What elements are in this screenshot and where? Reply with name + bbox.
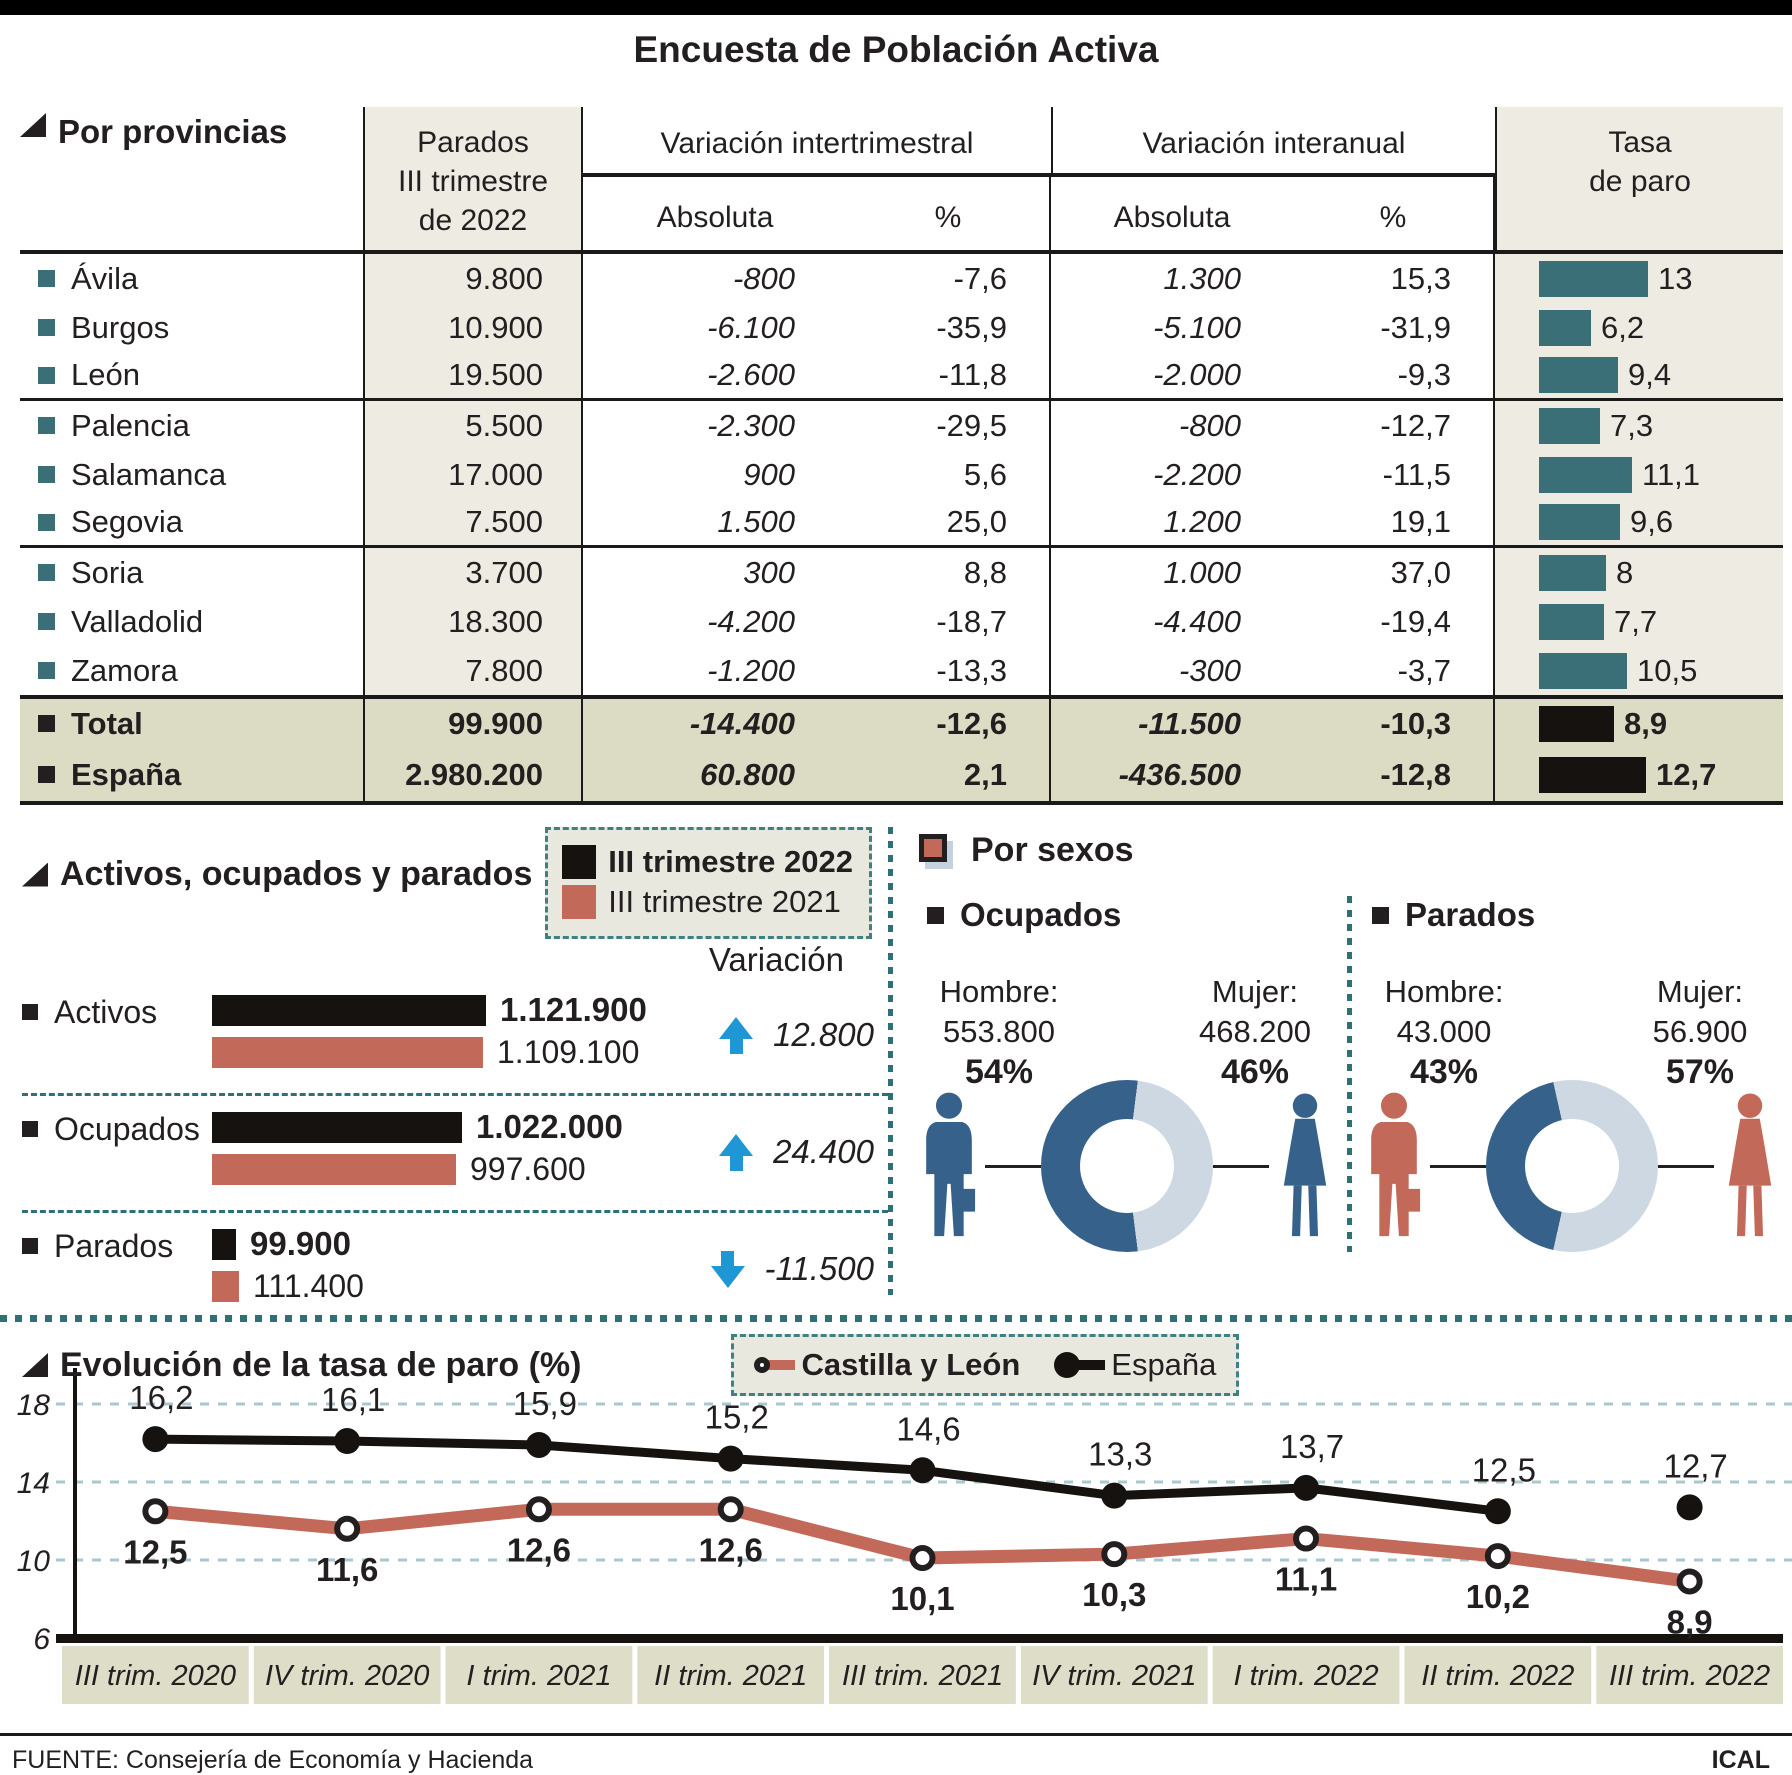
cell-variacion-interanual-pct: -12,8 xyxy=(1293,748,1495,801)
tasa-value: 9,6 xyxy=(1630,504,1674,539)
bars-group xyxy=(212,1227,672,1311)
province-name: Segovia xyxy=(71,504,184,539)
tasa-bar xyxy=(1539,555,1606,591)
table-row xyxy=(20,548,1783,597)
male-value: 43.000 xyxy=(1396,1014,1492,1049)
legend-item xyxy=(562,884,853,920)
sex-panel-title xyxy=(1358,896,1786,934)
cell-province xyxy=(20,254,363,303)
cell-parados: 10.900 xyxy=(363,303,583,352)
legend-swatch-icon xyxy=(562,885,596,919)
black-square-bullet-icon xyxy=(927,907,944,924)
svg-text:13,7: 13,7 xyxy=(1279,1427,1345,1465)
svg-text:III trim. 2021: III trim. 2021 xyxy=(841,1660,1004,1692)
tasa-value: 6,2 xyxy=(1601,309,1645,345)
table-row xyxy=(20,499,1783,548)
bar-2021 xyxy=(212,1271,239,1302)
cell-variacion-intertrimestral-absoluta: -6.100 xyxy=(707,309,795,345)
cell-variacion-intertrimestral-absoluta: -14.400 xyxy=(689,705,795,741)
cell-tasa-de-paro xyxy=(1495,499,1783,545)
trimestre-legend xyxy=(545,827,872,939)
svg-text:12,6: 12,6 xyxy=(698,1531,763,1569)
bar-2021 xyxy=(212,1154,456,1185)
cell-province xyxy=(20,699,363,748)
teal-square-bullet-icon xyxy=(38,417,55,434)
cell-parados: 7.800 xyxy=(363,646,583,695)
tasa-value: 8 xyxy=(1616,554,1634,590)
svg-text:IV trim. 2021: IV trim. 2021 xyxy=(1032,1660,1197,1692)
svg-text:13,3: 13,3 xyxy=(1088,1435,1153,1473)
cell-tasa-de-paro xyxy=(1495,303,1783,352)
man-silhouette-icon xyxy=(1358,1091,1430,1241)
open-circle-marker-icon xyxy=(754,1357,770,1373)
black-square-bullet-icon xyxy=(38,766,55,783)
column-header-parados: Parados III trimestre de 2022 xyxy=(363,107,583,250)
cell-variacion-intertrimestral-absoluta: -1.200 xyxy=(707,652,795,688)
activos-row-label xyxy=(22,995,212,1029)
footer-source: FUENTE: Consejería de Economía y Hacienda xyxy=(12,1746,534,1774)
bar-row xyxy=(212,993,672,1027)
tasa-bar xyxy=(1539,653,1627,689)
cell-variacion-intertrimestral-absoluta: 900 xyxy=(743,456,795,492)
black-square-bullet-icon xyxy=(22,1004,38,1020)
variation-cell xyxy=(672,1227,888,1311)
cell-variacion-interanual-pct: -19,4 xyxy=(1293,597,1495,646)
cell-variacion-interanual-absoluta: -2.000 xyxy=(1153,357,1241,392)
cell-province xyxy=(20,646,363,695)
variation-cell xyxy=(672,993,888,1077)
province-name: Valladolid xyxy=(71,603,204,639)
svg-text:12,5: 12,5 xyxy=(123,1533,188,1571)
bar-row xyxy=(212,1269,672,1303)
cell-variacion-intertrimestral-absoluta: -2.300 xyxy=(707,407,795,443)
cell-parados: 17.000 xyxy=(363,450,583,499)
bar-row xyxy=(212,1035,672,1069)
svg-text:III trim. 2020: III trim. 2020 xyxy=(74,1660,236,1692)
cell-tasa-de-paro xyxy=(1495,254,1783,303)
table-row xyxy=(20,646,1783,695)
provinces-table-header xyxy=(20,107,1783,254)
cell-tasa-de-paro xyxy=(1495,699,1783,748)
arrow-up-icon xyxy=(719,1017,753,1054)
triangle-icon xyxy=(22,1353,48,1377)
bar-row xyxy=(212,1110,672,1144)
svg-text:II trim. 2021: II trim. 2021 xyxy=(654,1660,808,1692)
bar-row xyxy=(212,1227,672,1261)
sex-panel-title xyxy=(913,896,1341,934)
cell-province xyxy=(20,401,363,450)
cell-tasa-de-paro xyxy=(1495,548,1783,597)
cell-variacion-intertrimestral-absoluta: 300 xyxy=(743,554,795,590)
legend-item-espana: España xyxy=(1054,1347,1216,1383)
province-name: Salamanca xyxy=(71,456,227,492)
cell-variacion-interanual-pct: -9,3 xyxy=(1293,352,1495,398)
triangle-icon xyxy=(22,863,48,887)
svg-text:12,6: 12,6 xyxy=(506,1531,572,1569)
cell-variacion-intertrimestral-pct: 8,8 xyxy=(847,548,1051,597)
cell-province xyxy=(20,548,363,597)
svg-text:15,9: 15,9 xyxy=(512,1384,578,1422)
province-name: Zamora xyxy=(71,652,178,688)
legend-item-castilla-y-leon: Castilla y León xyxy=(754,1347,1020,1383)
donut-chart xyxy=(1041,1080,1213,1252)
provinces-table-body xyxy=(20,254,1783,805)
evolution-legend xyxy=(731,1334,1239,1396)
svg-text:6: 6 xyxy=(33,1623,50,1656)
cell-tasa-de-paro xyxy=(1495,748,1783,801)
tasa-bar xyxy=(1539,706,1614,742)
province-name: Ávila xyxy=(71,260,139,296)
svg-text:11,6: 11,6 xyxy=(315,1550,379,1588)
woman-silhouette-icon xyxy=(1714,1091,1786,1241)
legend-item xyxy=(562,844,853,880)
tasa-value: 12,7 xyxy=(1656,756,1717,792)
table-row xyxy=(20,748,1783,801)
cell-province xyxy=(20,352,363,398)
cell-variacion-interanual-absoluta: -436.500 xyxy=(1118,756,1241,792)
column-header-tasa-de-paro: Tasa de paro xyxy=(1495,107,1783,250)
bar-2021 xyxy=(212,1037,483,1068)
cell-variacion-interanual-absoluta: -4.400 xyxy=(1153,603,1241,639)
tasa-value: 7,3 xyxy=(1610,407,1654,443)
teal-square-bullet-icon xyxy=(38,319,55,336)
teal-square-bullet-icon xyxy=(38,514,55,531)
svg-text:11,1: 11,1 xyxy=(1274,1560,1338,1598)
legend-swatch-icon xyxy=(562,845,596,879)
activos-row xyxy=(22,1093,888,1210)
province-name: España xyxy=(71,756,182,792)
female-value: 56.900 xyxy=(1652,1014,1748,1049)
cell-variacion-intertrimestral-pct: -29,5 xyxy=(847,401,1051,450)
cell-variacion-interanual-absoluta: -5.100 xyxy=(1153,309,1241,345)
tasa-value: 8,9 xyxy=(1624,705,1668,741)
female-label: Mujer: xyxy=(1211,974,1299,1009)
bar-value: 997.600 xyxy=(470,1150,586,1187)
province-name: Burgos xyxy=(71,309,170,345)
activos-row xyxy=(22,979,888,1093)
sex-labels-row xyxy=(1358,972,1786,1092)
male-pct: 43% xyxy=(1409,1053,1479,1091)
cell-variacion-interanual-absoluta: -800 xyxy=(1178,407,1241,443)
donut-chart xyxy=(1486,1080,1658,1252)
column-header-absoluta-y: Absoluta xyxy=(1113,201,1231,234)
tasa-value: 7,7 xyxy=(1614,603,1658,639)
cell-variacion-intertrimestral-pct: -12,6 xyxy=(847,699,1051,748)
teal-square-bullet-icon xyxy=(38,662,55,679)
table-row xyxy=(20,401,1783,450)
cell-variacion-interanual-absoluta: -300 xyxy=(1178,652,1241,688)
cell-variacion-intertrimestral-pct: -13,3 xyxy=(847,646,1051,695)
sex-panel-parados xyxy=(1352,896,1792,1252)
svg-text:18: 18 xyxy=(16,1389,50,1422)
cell-variacion-interanual-absoluta: 1.000 xyxy=(1163,554,1241,590)
connector-line xyxy=(985,1165,1041,1168)
bar-2022 xyxy=(212,1229,236,1260)
provinces-table xyxy=(20,107,1783,805)
cell-parados: 3.700 xyxy=(363,548,583,597)
female-pct: 57% xyxy=(1665,1053,1735,1091)
cell-variacion-intertrimestral-pct: 5,6 xyxy=(847,450,1051,499)
activos-row xyxy=(22,1210,888,1327)
cell-province xyxy=(20,748,363,801)
connector-line xyxy=(1213,1165,1269,1168)
por-sexos-icon xyxy=(919,834,953,868)
cell-province xyxy=(20,597,363,646)
cell-parados: 7.500 xyxy=(363,499,583,545)
cell-variacion-interanual-pct: 37,0 xyxy=(1293,548,1495,597)
teal-square-bullet-icon xyxy=(38,613,55,630)
cell-variacion-intertrimestral-pct: 25,0 xyxy=(847,499,1051,545)
masthead-bar xyxy=(0,0,1792,15)
cell-variacion-intertrimestral-pct: -35,9 xyxy=(847,303,1051,352)
province-name: Soria xyxy=(71,554,144,590)
por-sexos-title: Por sexos xyxy=(971,831,1134,869)
cell-variacion-interanual-pct: 19,1 xyxy=(1293,499,1495,545)
teal-square-bullet-icon xyxy=(38,367,55,384)
cell-variacion-interanual-pct: -3,7 xyxy=(1293,646,1495,695)
evolution-section xyxy=(0,1322,1792,1719)
table-row xyxy=(20,597,1783,646)
cell-variacion-interanual-absoluta: 1.200 xyxy=(1163,504,1241,539)
table-row xyxy=(20,303,1783,352)
donut-hole xyxy=(1525,1119,1619,1213)
svg-text:10,1: 10,1 xyxy=(890,1580,955,1618)
tasa-bar xyxy=(1539,504,1620,540)
tasa-bar xyxy=(1539,261,1648,297)
province-name: Total xyxy=(71,705,143,741)
province-name: Palencia xyxy=(71,407,190,443)
cell-province xyxy=(20,450,363,499)
male-stats xyxy=(919,972,1079,1092)
cell-tasa-de-paro xyxy=(1495,646,1783,695)
svg-text:II trim. 2022: II trim. 2022 xyxy=(1421,1660,1575,1692)
man-silhouette-icon xyxy=(913,1091,985,1241)
connector-line xyxy=(1430,1165,1486,1168)
table-row xyxy=(20,695,1783,748)
cell-parados: 99.900 xyxy=(363,699,583,748)
cell-variacion-interanual-pct: -12,7 xyxy=(1293,401,1495,450)
cell-parados: 5.500 xyxy=(363,401,583,450)
woman-silhouette-icon xyxy=(1269,1091,1341,1241)
sex-figure-row xyxy=(913,1080,1341,1252)
tasa-bar xyxy=(1539,357,1618,393)
por-sexos-section xyxy=(893,827,1792,1295)
svg-text:12,5: 12,5 xyxy=(1471,1451,1536,1489)
tasa-value: 13 xyxy=(1658,260,1693,296)
male-label: Hombre: xyxy=(1384,974,1504,1009)
male-stats xyxy=(1364,972,1524,1092)
cell-variacion-interanual-pct: -31,9 xyxy=(1293,303,1495,352)
bar-value: 1.121.900 xyxy=(500,991,647,1028)
cell-variacion-intertrimestral-absoluta: -800 xyxy=(732,260,795,296)
male-label: Hombre: xyxy=(939,974,1059,1009)
activos-row-label xyxy=(22,1229,212,1263)
filled-circle-marker-icon xyxy=(1054,1352,1080,1378)
teal-square-bullet-icon xyxy=(38,270,55,287)
footer xyxy=(0,1733,1792,1775)
column-header-variacion-intertrimestral: Variación intertrimestral xyxy=(583,107,1051,177)
svg-text:I trim. 2021: I trim. 2021 xyxy=(466,1660,612,1692)
female-value: 468.200 xyxy=(1198,1014,1312,1049)
table-row xyxy=(20,352,1783,401)
sex-panel-ocupados xyxy=(907,896,1347,1252)
cell-variacion-interanual-absoluta: -11.500 xyxy=(1138,705,1241,741)
cell-parados: 19.500 xyxy=(363,352,583,398)
cell-variacion-interanual-absoluta: -2.200 xyxy=(1153,456,1241,492)
cell-parados: 9.800 xyxy=(363,254,583,303)
female-pct: 46% xyxy=(1220,1053,1290,1091)
teal-square-bullet-icon xyxy=(38,466,55,483)
triangle-icon xyxy=(20,113,46,137)
svg-text:10: 10 xyxy=(16,1545,50,1578)
cell-variacion-intertrimestral-pct: -11,8 xyxy=(847,352,1051,398)
section-title-por-provincias: Por provincias xyxy=(20,107,363,250)
cell-tasa-de-paro xyxy=(1495,450,1783,499)
activos-bars xyxy=(22,979,888,1327)
activos-row-label xyxy=(22,1112,212,1146)
bar-value: 99.900 xyxy=(250,1225,351,1262)
column-header-absoluta-q: Absoluta xyxy=(656,201,774,234)
bar-row xyxy=(212,1152,672,1186)
black-square-bullet-icon xyxy=(1372,907,1389,924)
bar-2022 xyxy=(212,995,486,1026)
svg-text:16,2: 16,2 xyxy=(129,1379,194,1417)
category-label: Parados xyxy=(54,1227,174,1264)
arrow-up-icon xyxy=(719,1134,753,1171)
tasa-bar xyxy=(1539,757,1646,793)
cell-variacion-intertrimestral-absoluta: 1.500 xyxy=(717,504,795,539)
category-label: Activos xyxy=(54,993,158,1030)
column-header-pct-y: % xyxy=(1293,177,1495,250)
tasa-value: 9,4 xyxy=(1628,357,1672,392)
variation-cell xyxy=(672,1110,888,1194)
cell-variacion-intertrimestral-absoluta: -2.600 xyxy=(707,357,795,392)
bar-value: 1.022.000 xyxy=(476,1108,623,1145)
variation-value: 12.800 xyxy=(773,1016,874,1053)
sex-panel-label: Ocupados xyxy=(960,896,1122,933)
tasa-value: 11,1 xyxy=(1642,456,1701,492)
cell-province xyxy=(20,303,363,352)
tasa-bar xyxy=(1539,310,1591,346)
column-header-variacion-interanual: Variación interanual xyxy=(1051,107,1495,177)
cell-parados: 18.300 xyxy=(363,597,583,646)
svg-text:12,7: 12,7 xyxy=(1663,1447,1728,1485)
footer-credit: ICAL xyxy=(1711,1746,1770,1774)
category-label: Ocupados xyxy=(54,1110,200,1147)
cell-variacion-interanual-pct: -11,5 xyxy=(1293,450,1495,499)
table-row xyxy=(20,450,1783,499)
cell-variacion-intertrimestral-absoluta: 60.800 xyxy=(700,756,795,792)
cell-tasa-de-paro xyxy=(1495,401,1783,450)
cell-variacion-interanual-pct: 15,3 xyxy=(1293,254,1495,303)
connector-line xyxy=(1658,1165,1714,1168)
cell-variacion-intertrimestral-pct: 2,1 xyxy=(847,748,1051,801)
svg-text:15,2: 15,2 xyxy=(704,1398,769,1436)
bars-group xyxy=(212,1110,672,1194)
variation-value: 24.400 xyxy=(773,1133,874,1170)
legend-label: III trimestre 2022 xyxy=(608,844,853,879)
svg-text:8,9: 8,9 xyxy=(1666,1603,1713,1641)
cell-variacion-interanual-pct: -10,3 xyxy=(1293,699,1495,748)
cell-tasa-de-paro xyxy=(1495,597,1783,646)
teal-square-bullet-icon xyxy=(38,564,55,581)
female-stats xyxy=(1175,972,1335,1092)
column-header-pct-q: % xyxy=(847,177,1051,250)
svg-text:10,3: 10,3 xyxy=(1082,1576,1147,1614)
svg-text:14: 14 xyxy=(16,1467,50,1500)
tasa-value: 10,5 xyxy=(1637,652,1698,688)
bar-value: 1.109.100 xyxy=(497,1033,640,1070)
sex-panel-label: Parados xyxy=(1405,896,1536,933)
female-stats xyxy=(1620,972,1780,1092)
sex-figure-row xyxy=(1358,1080,1786,1252)
cell-province xyxy=(20,499,363,545)
legend-label: III trimestre 2021 xyxy=(608,884,841,919)
female-label: Mujer: xyxy=(1656,974,1744,1009)
arrow-down-icon xyxy=(711,1251,745,1288)
variacion-header: Variación xyxy=(708,941,844,978)
svg-text:IV trim. 2020: IV trim. 2020 xyxy=(264,1660,430,1692)
middle-section xyxy=(0,827,1792,1304)
black-square-bullet-icon xyxy=(38,715,55,732)
variation-value: -11.500 xyxy=(764,1250,874,1287)
black-square-bullet-icon xyxy=(22,1121,38,1137)
activos-section xyxy=(0,827,888,1304)
province-name: León xyxy=(71,357,140,392)
donut-hole xyxy=(1080,1119,1174,1213)
sex-panels xyxy=(907,896,1792,1252)
tasa-bar xyxy=(1539,457,1632,493)
sex-labels-row xyxy=(913,972,1341,1092)
svg-text:I trim. 2022: I trim. 2022 xyxy=(1233,1660,1379,1692)
tasa-bar xyxy=(1539,408,1600,444)
evolution-title: Evolución de la tasa de paro (%) xyxy=(60,1345,582,1384)
male-value: 553.800 xyxy=(942,1014,1056,1049)
cell-parados: 2.980.200 xyxy=(363,748,583,801)
cell-tasa-de-paro xyxy=(1495,352,1783,398)
cell-variacion-interanual-absoluta: 1.300 xyxy=(1163,260,1241,296)
table-row xyxy=(20,254,1783,303)
bar-value: 111.400 xyxy=(253,1267,364,1304)
cell-variacion-intertrimestral-pct: -18,7 xyxy=(847,597,1051,646)
black-square-bullet-icon xyxy=(22,1238,38,1254)
svg-text:10,2: 10,2 xyxy=(1465,1578,1530,1616)
svg-text:14,6: 14,6 xyxy=(896,1410,961,1448)
cell-variacion-intertrimestral-pct: -7,6 xyxy=(847,254,1051,303)
svg-text:III trim. 2022: III trim. 2022 xyxy=(1609,1660,1771,1692)
page-title: Encuesta de Población Activa xyxy=(633,29,1159,70)
male-pct: 54% xyxy=(964,1053,1034,1091)
tasa-bar xyxy=(1539,604,1604,640)
activos-section-title: Activos, ocupados y parados xyxy=(60,855,533,893)
svg-text:16,1: 16,1 xyxy=(321,1381,386,1419)
bar-2022 xyxy=(212,1112,462,1143)
bars-group xyxy=(212,993,672,1077)
cell-variacion-intertrimestral-absoluta: -4.200 xyxy=(707,603,795,639)
